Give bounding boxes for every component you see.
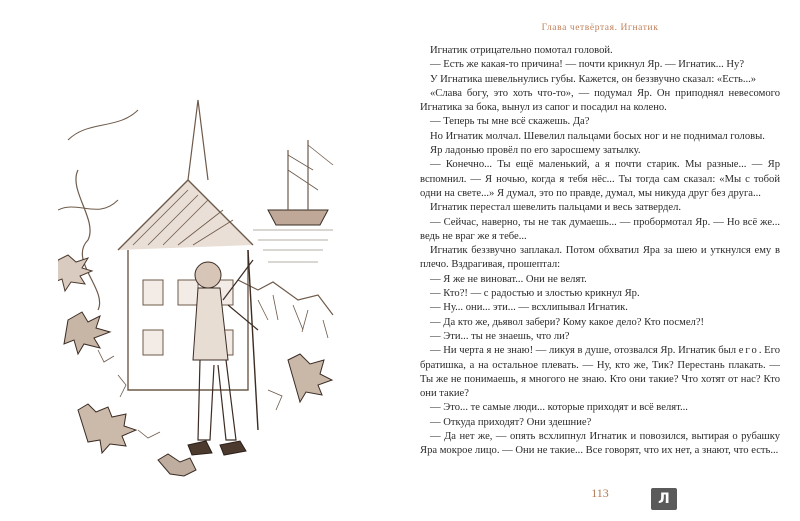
publisher-logo-icon: Л bbox=[651, 488, 677, 510]
paragraph: — Откуда приходят? Они здешние? bbox=[430, 416, 592, 428]
paragraph: — Кто?! — с радостью и злостью крикнул Яр. bbox=[430, 288, 640, 300]
paragraph: Игнатик беззвучно заплакал. Потом обхватил Яра за шею и уткнулся ему в плечо. Вздрагивая, прошептал: bbox=[420, 245, 780, 271]
paragraph: — Да кто же, дьявол забери? Кому какое дело? Кто посмел?! bbox=[430, 316, 705, 328]
page-number: 113 bbox=[591, 486, 609, 500]
right-page bbox=[400, 0, 800, 521]
paragraph: «Слава богу, это хоть что-то», — подумал Яр. Он приподнял невесомого Игнатика за бока, вынул из сапог и посадил на колено. bbox=[420, 87, 780, 114]
paragraph: — Теперь ты мне всё скажешь. Да? bbox=[430, 116, 590, 128]
body-text bbox=[420, 44, 780, 459]
spaced-emphasis: его bbox=[738, 345, 759, 357]
paragraph: — Да нет же, — опять всхлипнул Игнатик и повозился, вытирая о рубашку Яра мокрое лицо. — Они не такие... Все говорят, что их нет, а знают, что есть... bbox=[420, 431, 780, 457]
paragraph: Игнатик отрицательно помотал головой. bbox=[430, 45, 613, 56]
paragraph: — Конечно... Ты ещё маленький, а я почти старик. Мы разные... — Яр вспомнил. — Я ночью, когда я тебя нёс... Ты тогда сам сказал: «Мы с тобой одни на свете...» Я думал, это по правде, думал, мы никуда друг без друга... bbox=[420, 159, 780, 199]
illustration bbox=[58, 30, 348, 510]
paragraph: — Я же не виноват... Они не велят. bbox=[430, 273, 587, 285]
paragraph: — Ну... они... эти... — всхлипывал Игнатик. bbox=[430, 302, 628, 314]
running-header: Глава четвёртая. Игнатик bbox=[541, 23, 659, 33]
paragraph: — Сейчас, наверно, ты не так думаешь... — пробормотал Яр. — Но всё же... ведь не враг же я тебе... bbox=[420, 216, 780, 242]
paragraph: — Это... те самые люди... которые приходят и всё велят... bbox=[430, 402, 688, 414]
paragraph: — Есть же какая-то причина! — почти крикнул Яр. — Игнатик... Ну? bbox=[430, 59, 745, 71]
paragraph: У Игнатика шевельнулись губы. Кажется, он беззвучно сказал: «Есть...» bbox=[430, 73, 757, 85]
paragraph: Но Игнатик молчал. Шевелил пальцами босых ног и не поднимал головы. bbox=[430, 130, 765, 142]
paragraph: Игнатик перестал шевелить пальцами и весь затвердел. bbox=[430, 202, 682, 214]
paragraph: Яр ладонью провёл по его заросшему затылку. bbox=[430, 145, 641, 157]
paragraph: — Ни черта я не знаю! — ликуя в душе, отозвался Яр. Игнатик был его. Его братишка, а на остальное плевать. — Ну, кто же, Тик? Перестань плакать. — Ты же не понимаешь, я многого не знаю. Кто они такие? Что хотят от нас? Кто они такие? bbox=[420, 345, 780, 400]
paragraph: — Эти... ты не знаешь, что ли? bbox=[430, 330, 570, 342]
